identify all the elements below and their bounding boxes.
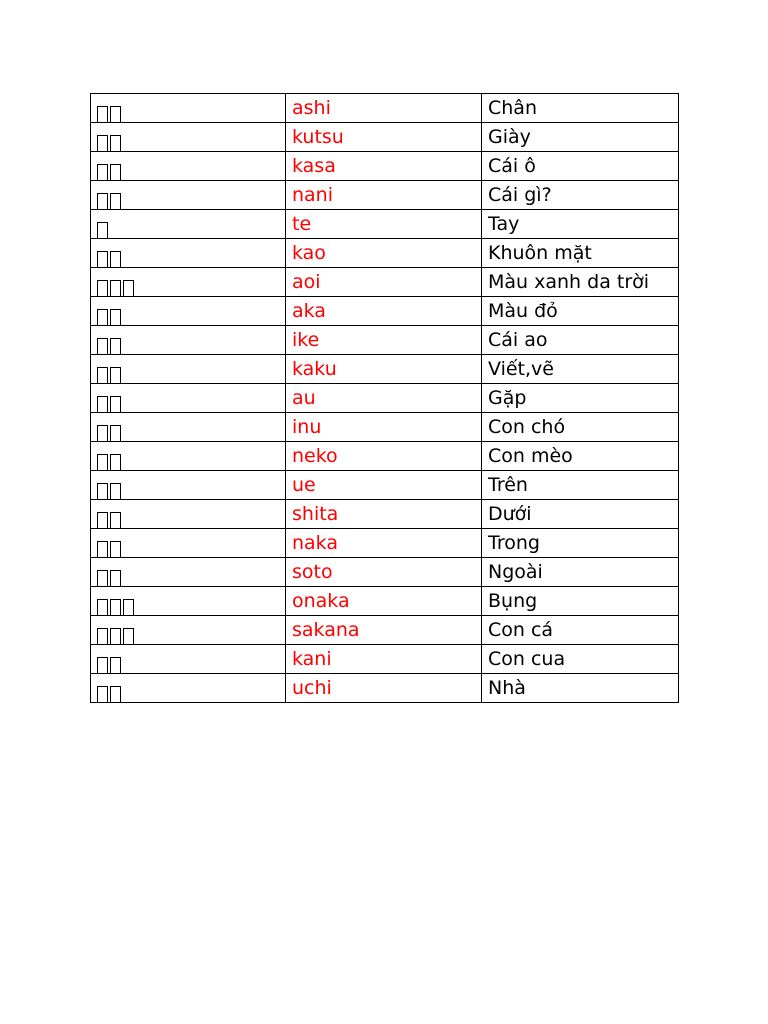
- missing-glyph-icons: [97, 390, 123, 408]
- kana-cell: [91, 413, 286, 442]
- missing-glyph-icon: [110, 686, 121, 703]
- romaji-cell: ue: [286, 471, 482, 500]
- missing-glyph-icon: [97, 425, 108, 442]
- table-row: [91, 210, 679, 239]
- missing-glyph-icon: [110, 367, 121, 384]
- kana-cell: [91, 210, 286, 239]
- table-row: [91, 123, 679, 152]
- kana-cell: [91, 587, 286, 616]
- table-row: [91, 384, 679, 413]
- missing-glyph-icons: [97, 419, 123, 437]
- missing-glyph-icons: [97, 245, 123, 263]
- meaning-cell: Con mèo: [482, 442, 679, 471]
- missing-glyph-icon: [97, 570, 108, 587]
- kana-cell: [91, 529, 286, 558]
- kana-cell: [91, 471, 286, 500]
- missing-glyph-icons: [97, 303, 123, 321]
- missing-glyph-icon: [110, 309, 121, 326]
- meaning-cell: Gặp: [482, 384, 679, 413]
- missing-glyph-icons: [97, 477, 123, 495]
- missing-glyph-icons: [97, 564, 123, 582]
- romaji-cell: neko: [286, 442, 482, 471]
- missing-glyph-icon: [97, 251, 108, 268]
- vocabulary-table: [90, 93, 679, 703]
- kana-cell: [91, 297, 286, 326]
- missing-glyph-icon: [97, 512, 108, 529]
- romaji-cell: kani: [286, 645, 482, 674]
- missing-glyph-icon: [97, 483, 108, 500]
- meaning-cell: Dưới: [482, 500, 679, 529]
- missing-glyph-icons: [97, 593, 136, 611]
- romaji-cell: kutsu: [286, 123, 482, 152]
- kana-cell: [91, 268, 286, 297]
- romaji-cell: kaku: [286, 355, 482, 384]
- meaning-cell: Con cá: [482, 616, 679, 645]
- romaji-cell: nani: [286, 181, 482, 210]
- missing-glyph-icons: [97, 216, 110, 234]
- missing-glyph-icon: [97, 222, 108, 239]
- missing-glyph-icon: [97, 135, 108, 152]
- missing-glyph-icons: [97, 187, 123, 205]
- table-row: [91, 326, 679, 355]
- meaning-cell: Tay: [482, 210, 679, 239]
- romaji-cell: kasa: [286, 152, 482, 181]
- meaning-cell: Cái ô: [482, 152, 679, 181]
- missing-glyph-icon: [97, 686, 108, 703]
- meaning-cell: Viết,vẽ: [482, 355, 679, 384]
- table-row: [91, 442, 679, 471]
- table-row: [91, 674, 679, 703]
- romaji-cell: sakana: [286, 616, 482, 645]
- missing-glyph-icon: [110, 541, 121, 558]
- romaji-cell: aoi: [286, 268, 482, 297]
- table-row: [91, 587, 679, 616]
- missing-glyph-icon: [110, 512, 121, 529]
- table-row: [91, 558, 679, 587]
- kana-cell: [91, 500, 286, 529]
- missing-glyph-icon: [97, 628, 108, 645]
- romaji-cell: inu: [286, 413, 482, 442]
- missing-glyph-icon: [97, 657, 108, 674]
- meaning-cell: Khuôn mặt: [482, 239, 679, 268]
- romaji-cell: au: [286, 384, 482, 413]
- missing-glyph-icon: [123, 280, 134, 297]
- missing-glyph-icons: [97, 448, 123, 466]
- table-row: [91, 152, 679, 181]
- missing-glyph-icons: [97, 680, 123, 698]
- table-row: [91, 355, 679, 384]
- kana-cell: [91, 152, 286, 181]
- missing-glyph-icon: [97, 164, 108, 181]
- meaning-cell: Trong: [482, 529, 679, 558]
- missing-glyph-icon: [97, 454, 108, 471]
- meaning-cell: Trên: [482, 471, 679, 500]
- missing-glyph-icon: [97, 541, 108, 558]
- missing-glyph-icons: [97, 100, 123, 118]
- missing-glyph-icons: [97, 129, 123, 147]
- romaji-cell: ashi: [286, 94, 482, 123]
- missing-glyph-icon: [97, 193, 108, 210]
- meaning-cell: Màu đỏ: [482, 297, 679, 326]
- kana-cell: [91, 442, 286, 471]
- romaji-cell: naka: [286, 529, 482, 558]
- table-row: [91, 529, 679, 558]
- kana-cell: [91, 94, 286, 123]
- romaji-cell: kao: [286, 239, 482, 268]
- missing-glyph-icon: [97, 367, 108, 384]
- missing-glyph-icon: [110, 570, 121, 587]
- missing-glyph-icon: [110, 193, 121, 210]
- meaning-cell: Màu xanh da trời: [482, 268, 679, 297]
- missing-glyph-icon: [110, 106, 121, 123]
- vocabulary-table-body: [91, 94, 679, 703]
- romaji-cell: aka: [286, 297, 482, 326]
- missing-glyph-icon: [110, 454, 121, 471]
- romaji-cell: soto: [286, 558, 482, 587]
- kana-cell: [91, 355, 286, 384]
- missing-glyph-icon: [110, 599, 121, 616]
- kana-cell: [91, 326, 286, 355]
- table-row: [91, 94, 679, 123]
- table-row: [91, 471, 679, 500]
- missing-glyph-icons: [97, 361, 123, 379]
- meaning-cell: Chân: [482, 94, 679, 123]
- meaning-cell: Nhà: [482, 674, 679, 703]
- missing-glyph-icon: [110, 657, 121, 674]
- table-row: [91, 297, 679, 326]
- table-row: [91, 616, 679, 645]
- missing-glyph-icon: [110, 483, 121, 500]
- missing-glyph-icons: [97, 332, 123, 350]
- meaning-cell: Ngoài: [482, 558, 679, 587]
- kana-cell: [91, 558, 286, 587]
- kana-cell: [91, 674, 286, 703]
- missing-glyph-icon: [97, 309, 108, 326]
- missing-glyph-icon: [110, 251, 121, 268]
- meaning-cell: Con chó: [482, 413, 679, 442]
- kana-cell: [91, 123, 286, 152]
- romaji-cell: te: [286, 210, 482, 239]
- kana-cell: [91, 616, 286, 645]
- missing-glyph-icons: [97, 651, 123, 669]
- missing-glyph-icons: [97, 274, 136, 292]
- missing-glyph-icon: [97, 599, 108, 616]
- missing-glyph-icon: [110, 280, 121, 297]
- table-row: [91, 500, 679, 529]
- meaning-cell: Giày: [482, 123, 679, 152]
- missing-glyph-icon: [110, 338, 121, 355]
- romaji-cell: uchi: [286, 674, 482, 703]
- table-row: [91, 645, 679, 674]
- missing-glyph-icon: [123, 628, 134, 645]
- table-row: [91, 268, 679, 297]
- missing-glyph-icon: [110, 396, 121, 413]
- missing-glyph-icon: [97, 106, 108, 123]
- meaning-cell: Bụng: [482, 587, 679, 616]
- romaji-cell: shita: [286, 500, 482, 529]
- missing-glyph-icon: [110, 628, 121, 645]
- meaning-cell: Con cua: [482, 645, 679, 674]
- table-row: [91, 181, 679, 210]
- missing-glyph-icons: [97, 622, 136, 640]
- missing-glyph-icons: [97, 158, 123, 176]
- kana-cell: [91, 384, 286, 413]
- missing-glyph-icons: [97, 506, 123, 524]
- missing-glyph-icon: [97, 280, 108, 297]
- missing-glyph-icon: [97, 396, 108, 413]
- meaning-cell: Cái gì?: [482, 181, 679, 210]
- romaji-cell: ike: [286, 326, 482, 355]
- meaning-cell: Cái ao: [482, 326, 679, 355]
- missing-glyph-icon: [97, 338, 108, 355]
- missing-glyph-icons: [97, 535, 123, 553]
- missing-glyph-icon: [110, 425, 121, 442]
- romaji-cell: onaka: [286, 587, 482, 616]
- kana-cell: [91, 181, 286, 210]
- missing-glyph-icon: [123, 599, 134, 616]
- kana-cell: [91, 239, 286, 268]
- table-row: [91, 239, 679, 268]
- kana-cell: [91, 645, 286, 674]
- missing-glyph-icon: [110, 135, 121, 152]
- table-row: [91, 413, 679, 442]
- missing-glyph-icon: [110, 164, 121, 181]
